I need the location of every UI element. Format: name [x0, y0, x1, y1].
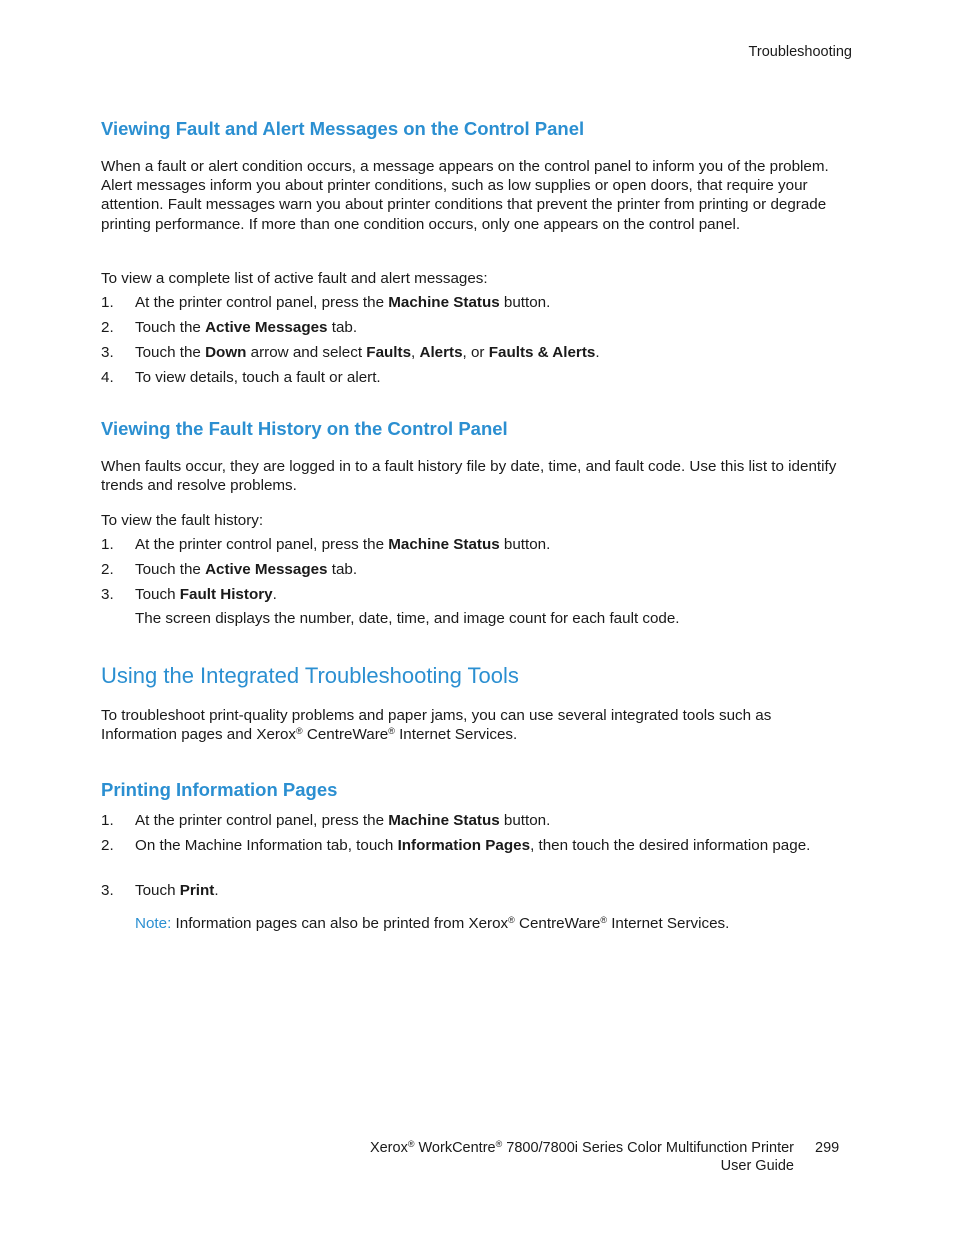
running-header: Troubleshooting: [748, 44, 852, 60]
page-number: 299: [815, 1140, 840, 1156]
step-number: 2.: [101, 837, 114, 854]
paragraph-tools-intro: To troubleshoot print-quality problems and paper jams, you can use several integrated tools such as Information pages and Xerox® CentreWare® Internet Services.: [101, 707, 772, 744]
step-text: To view details, touch a fault or alert.: [135, 369, 381, 386]
section-heading-information-pages: Printing Information Pages: [101, 779, 338, 800]
paragraph-fault-alert-lead: To view a complete list of active fault and alert messages:: [101, 270, 488, 287]
step-number: 4.: [101, 369, 114, 386]
step-text: Touch Fault History.: [135, 586, 277, 603]
note-text: Note: Information pages can also be printed from Xerox® CentreWare® Internet Services.: [135, 915, 730, 932]
step-text: On the Machine Information tab, touch Information Pages, then touch the desired information page.: [135, 837, 811, 854]
paragraph-fault-alert-intro: When a fault or alert condition occurs, a message appears on the control panel to inform you of the problem. Alert messages inform you about printer conditions, such as low supplies or open doors, that require your attention. Fault messages warn you about printer conditions that prevent the printer from printing or degrade printing performance. If more than one condition occurs, only one appears on the control panel.: [101, 158, 829, 233]
step-number: 1.: [101, 536, 114, 553]
step-number: 2.: [101, 561, 114, 578]
step-number: 3.: [101, 882, 114, 899]
step-number: 3.: [101, 344, 114, 361]
step-number: 2.: [101, 319, 114, 336]
page-footer: [370, 1140, 794, 1175]
step-text: Touch the Active Messages tab.: [135, 319, 358, 336]
footer-product-line: Xerox® WorkCentre® 7800/7800i Series Color Multifunction Printer: [369, 1139, 794, 1156]
note-label: Note:: [135, 915, 172, 932]
footer-guide-name: User Guide: [720, 1157, 794, 1174]
step-text: At the printer control panel, press the Machine Status button.: [135, 536, 551, 553]
step-text: At the printer control panel, press the Machine Status button.: [135, 812, 551, 829]
main-heading-troubleshooting-tools: Using the Integrated Troubleshooting Tools: [101, 663, 519, 688]
paragraph-fault-history-lead: To view the fault history:: [101, 512, 264, 529]
step-number: 3.: [101, 586, 114, 603]
step-text: Touch the Down arrow and select Faults, Alerts, or Faults & Alerts.: [135, 344, 600, 361]
step-text: Touch the Active Messages tab.: [135, 561, 358, 578]
section-heading-fault-alert: Viewing Fault and Alert Messages on the Control Panel: [101, 118, 585, 139]
step-text: Touch Print.: [135, 882, 219, 899]
step-number: 1.: [101, 812, 114, 829]
paragraph-fault-history-intro: When faults occur, they are logged in to a fault history file by date, time, and fault code. Use this list to identify trends and resolve problems.: [101, 458, 837, 495]
step-result-text: The screen displays the number, date, time, and image count for each fault code.: [135, 610, 680, 627]
step-text: At the printer control panel, press the Machine Status button.: [135, 294, 551, 311]
section-heading-fault-history: Viewing the Fault History on the Control Panel: [101, 418, 508, 439]
step-number: 1.: [101, 294, 114, 311]
